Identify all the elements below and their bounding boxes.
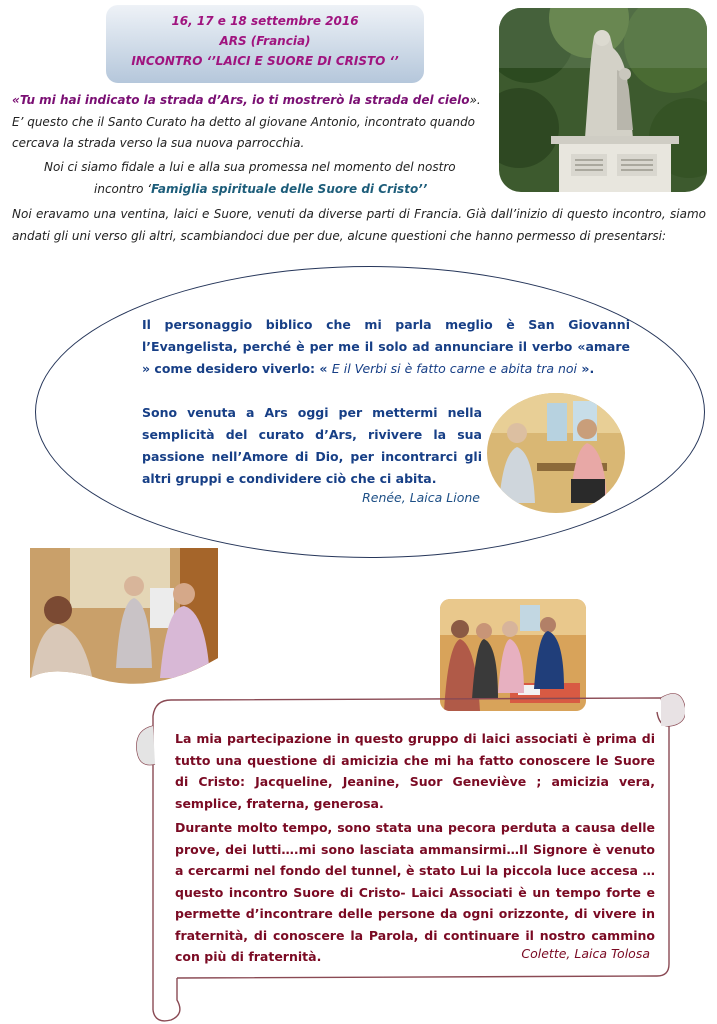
intro-line-5 [94,179,494,200]
intro-quote [12,90,492,111]
quote-close: ». [469,93,481,107]
event-header [106,5,424,83]
intro-paragraph: Noi eravamo una ventina, laici e Suore, venuti da diverse parti di Francia. Già dall’inizio di questo incontro, siamo andati gli uni verso gli altri, scambiandoci due per due, alcune questioni che hanno permesso di presentarsi: [12,207,706,243]
sharing-circle-photo [30,548,218,688]
testimony-2-para-2: Durante molto tempo, sono stata una pecora perduta a causa delle prove, dei lutti….mi sono lasciata ammansirmi…Il Signore è venuto a cercarmi nel fondo del tunnel, è stato Lui la piccola luce accesa …questo incontro Suore di Cristo- Laici Associati è un tempo forte e permette d’incontrare delle persone da ogni orizzonte, di vivere in fraternità, di conoscere la Parola, di continuare il nostro cammino con più di fraternità. [175,820,655,964]
statue-photo [499,8,707,192]
group-discussion-photo [487,393,625,513]
verbum-quote: E il Verbi si è fatto carne e abita tra noi [331,361,578,376]
quote-open: « [12,93,20,107]
intro-line-3: cercava la strada verso la sua nuova parrocchia. [12,136,305,150]
testimony-1-para-1-end: ». [577,361,595,376]
testimony-2-para-1: La mia partecipazione in questo gruppo di laici associati è prima di tutto una questione di amicizia che mi ha fatto conoscere le Suore di Cristo: Jacqueline, Jeanine, Suor Geneviève ; amicizia vera, semplice, fraterna, generosa. [175,731,655,811]
spiritual-family-name: Famiglia spirituale delle Suore di Cristo’’ [151,182,428,196]
event-location: ARS (Francia) [219,34,311,48]
event-title: INCONTRO ‘’LAICI E SUORE DI CRISTO ‘’ [131,54,399,68]
saint-quote: Tu mi hai indicato la strada d’Ars, io ti mostrerò la strada del cielo [19,93,470,107]
event-dates: 16, 17 e 18 settembre 2016 [171,14,359,28]
intro-line-4: Noi ci siamo fidale a lui e alla sua promessa nel momento del nostro [44,160,456,174]
intro-line-2: E’ questo che il Santo Curato ha detto al giovane Antonio, incontrato quando [12,115,476,129]
testimony-1-para-1-main: Il personaggio biblico che mi parla meglio è San Giovanni l’Evangelista, perché è per me il solo ad annunciare il verbo «amare » come desidero viverlo: « [142,317,630,376]
testimony-1-para-1 [142,314,630,380]
testimony-2-signature: Colette, Laica Tolosa [521,946,650,961]
intro-line-5-prefix: incontro ‘ [94,182,152,196]
testimony-1-para-2: Sono venuta a Ars oggi per mettermi nella semplicità del curato d’Ars, rivivere la sua passione nell’Amore di Dio, per incontrarci gli altri gruppi e condividere ciò che ci abita. [142,405,482,486]
testimony-1-signature: Renée, Laica Lione [362,490,480,505]
